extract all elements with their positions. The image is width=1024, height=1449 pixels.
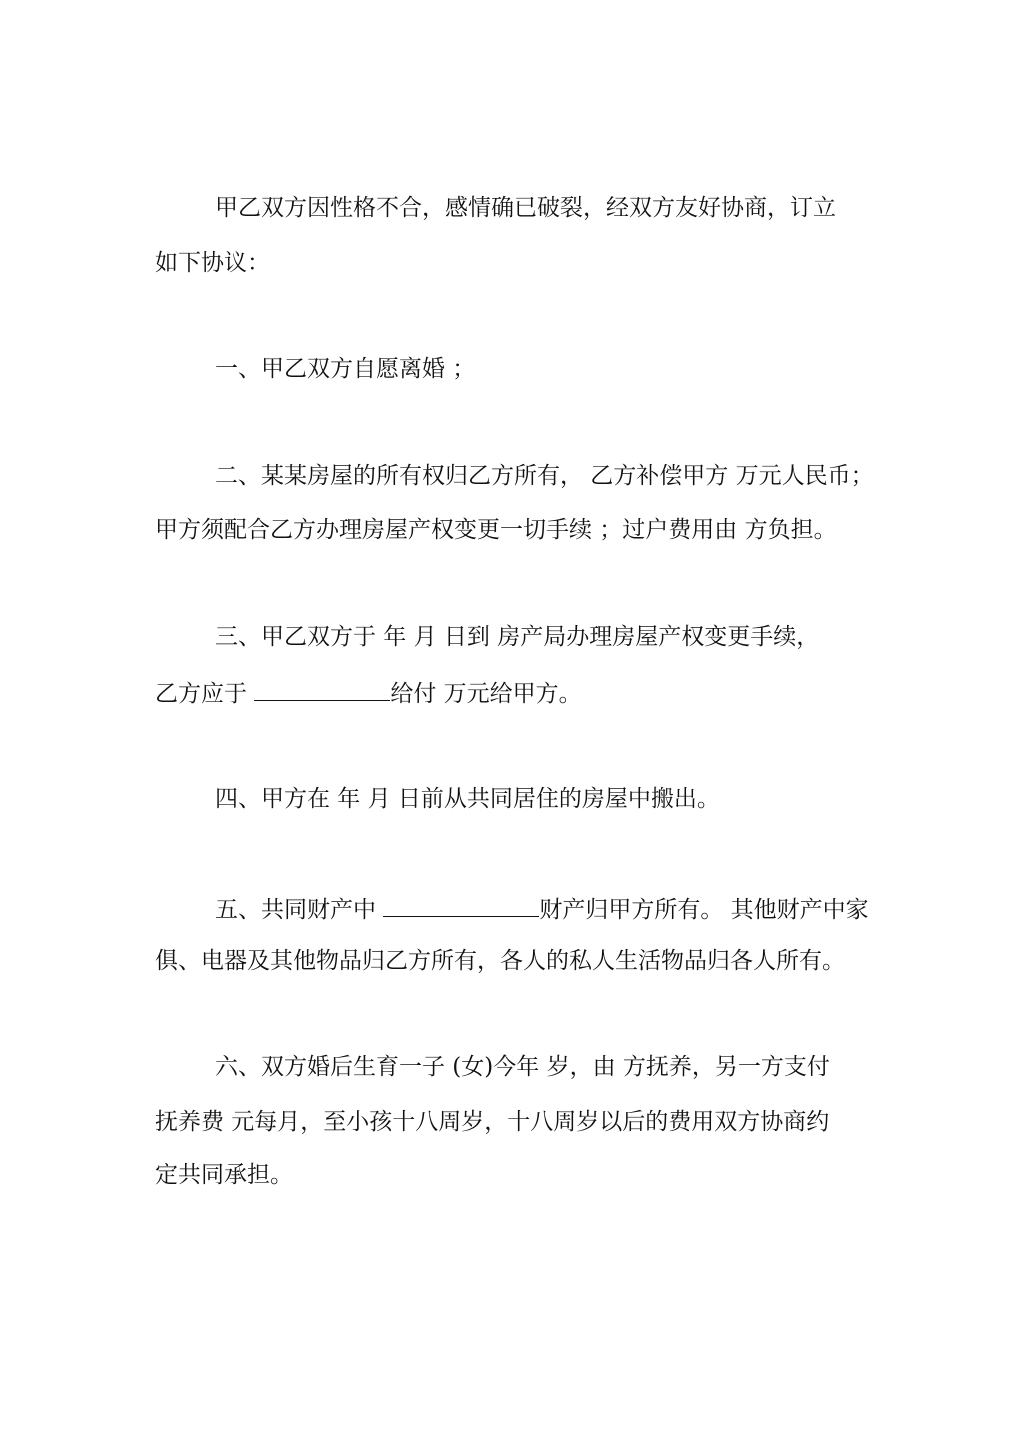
- clause-3-line-2: [155, 676, 582, 709]
- clause-3-line-2-after: 给付 万元给甲方。: [390, 681, 582, 707]
- date-blank: [254, 676, 390, 701]
- clause-6-line-1: 六、双方婚后生育一子 (女)今年 岁，由 方抚养，另一方支付: [215, 1054, 830, 1080]
- clause-1-line-1: 一、甲乙双方自愿离婚 ；: [215, 356, 476, 382]
- clause-5-line-1-after: 财产归甲方所有。 其他财产中家: [539, 897, 869, 923]
- clause-6-line-2: 抚养费 元每月，至小孩十八周岁，十八周岁以后的费用双方协商约: [155, 1109, 830, 1135]
- clause-6-line-3: 定共同承担。: [155, 1162, 293, 1188]
- clause-2-line-2: 甲方须配合乙方办理房屋产权变更一切手续 ；过户费用由 方负担。: [155, 517, 837, 543]
- clause-4-line-1: 四、甲方在 年 月 日前从共同居住的房屋中搬出。: [215, 786, 720, 812]
- clause-3-line-2-before: 乙方应于: [155, 681, 255, 707]
- clause-5-line-1-before: 五、共同财产中: [215, 897, 384, 923]
- clause-3-line-1: 三、甲乙双方于 年 月 日到 房产局办理房屋产权变更手续，: [215, 624, 820, 650]
- intro-line-1: 甲乙双方因性格不合，感情确已破裂，经双方友好协商，订立: [215, 195, 836, 221]
- clause-5-line-1: [215, 892, 869, 925]
- clause-5-line-2: 俱、电器及其他物品归乙方所有，各人的私人生活物品归各人所有。: [155, 948, 845, 974]
- property-blank: [383, 892, 539, 917]
- intro-line-2: 如下协议：: [155, 250, 270, 276]
- clause-2-line-1: 二、某某房屋的所有权归乙方所有， 乙方补偿甲方 万元人民币；: [215, 463, 874, 489]
